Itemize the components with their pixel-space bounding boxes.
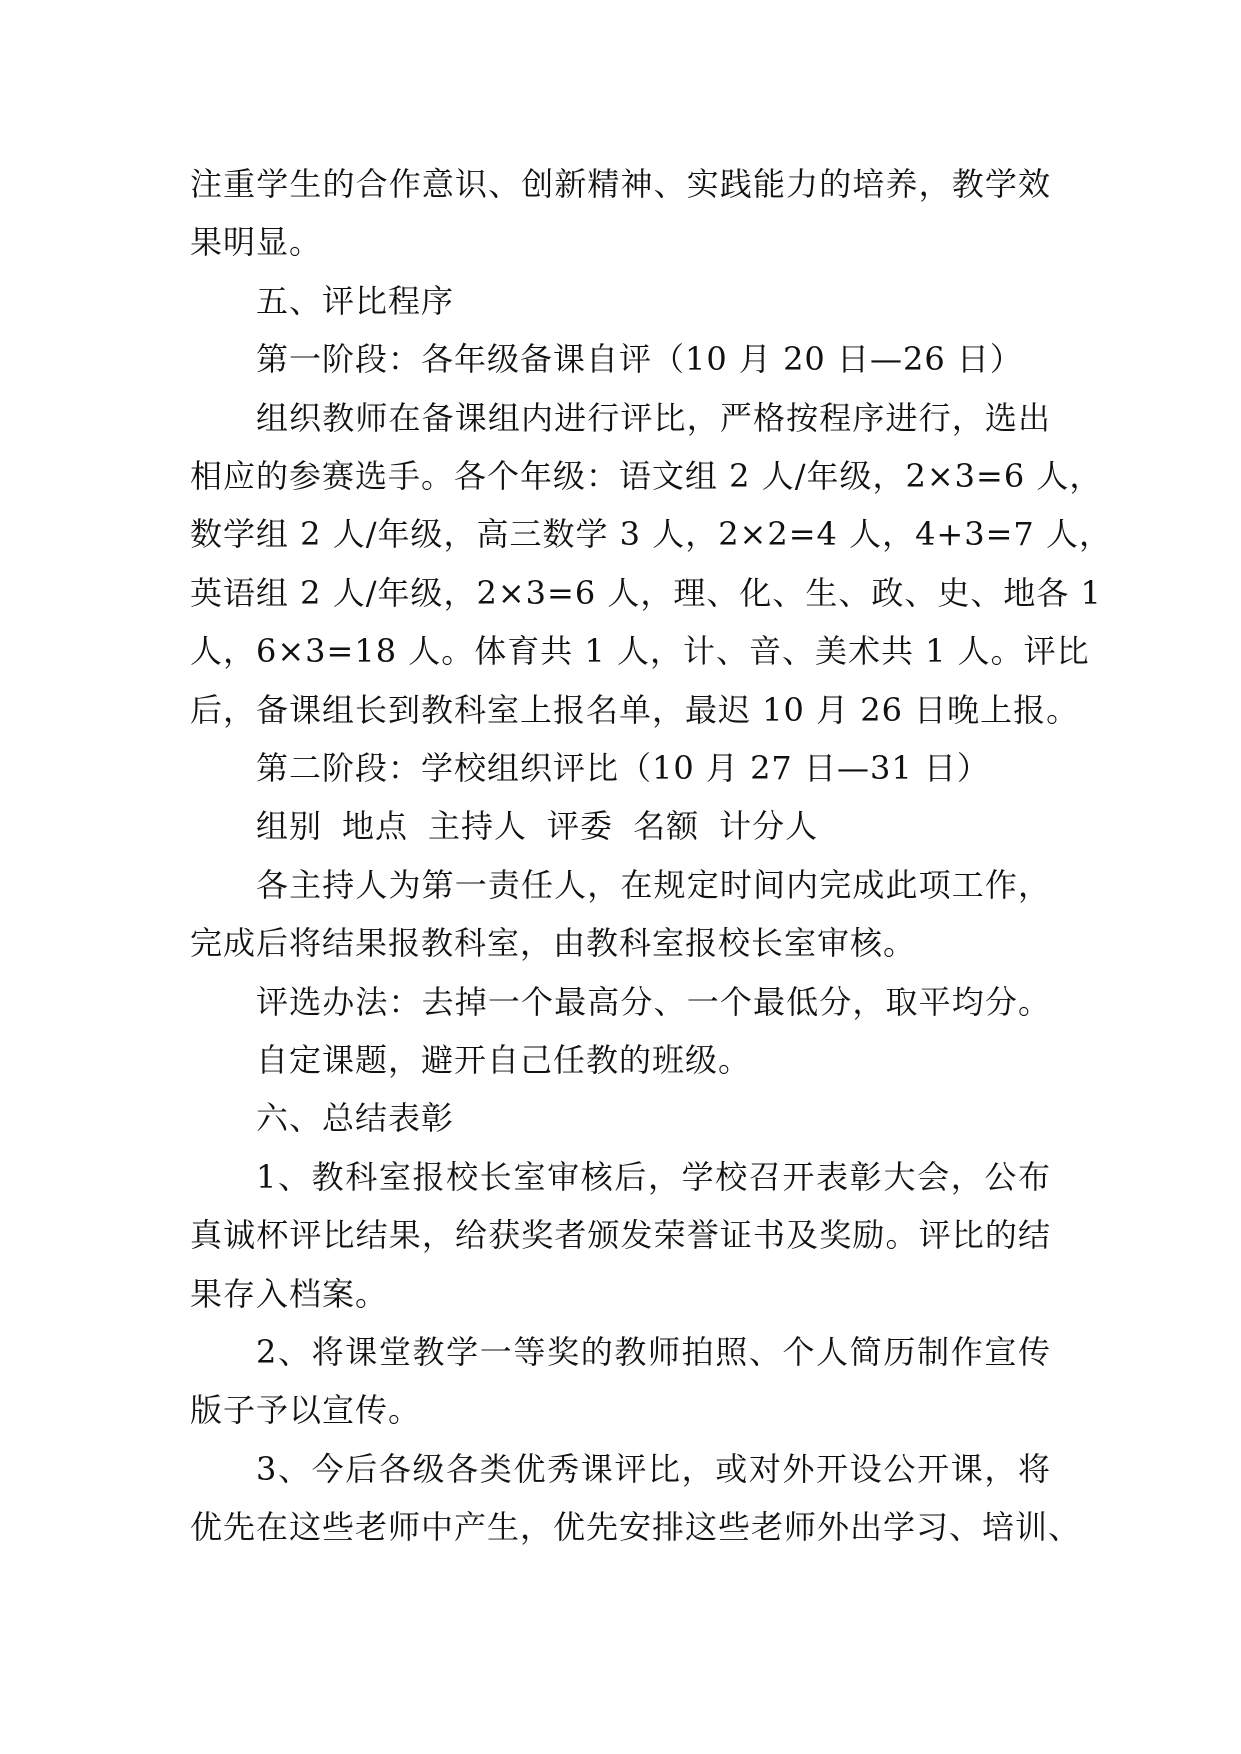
table-column-label: 计分人 [719,807,819,845]
paragraph-line: 数学组 2 人/年级，高三数学 3 人，2×2=4 人，4+3=7 人， [190,515,1112,553]
paragraph-line: 评选办法：去掉一个最高分、一个最低分，取平均分。 [256,983,1051,1021]
paragraph-line: 2、将课堂教学一等奖的教师拍照、个人简历制作宣传 [256,1333,1051,1371]
paragraph-line: 人，6×3=18 人。体育共 1 人，计、音、美术共 1 人。评比 [190,632,1090,670]
paragraph-line: 完成后将结果报教科室，由教科室报校长室审核。 [190,924,917,962]
table-column-label: 组别 [256,807,323,845]
paragraph-line: 真诚杯评比结果，给获奖者颁发荣誉证书及奖励。评比的结 [190,1216,1051,1254]
stage-title: 第二阶段：学校组织评比（10 月 27 日—31 日） [256,749,990,787]
paragraph-line: 相应的参赛选手。各个年级：语文组 2 人/年级，2×3=6 人， [190,457,1103,495]
section-heading: 六、总结表彰 [256,1099,455,1137]
paragraph-line: 果明显。 [190,223,323,261]
paragraph-line: 英语组 2 人/年级，2×3=6 人，理、化、生、政、史、地各 1 [190,574,1102,612]
paragraph-line: 优先在这些老师中产生，优先安排这些老师外出学习、培训、 [190,1508,1082,1546]
paragraph-line: 版子予以宣传。 [190,1391,422,1429]
paragraph-line: 注重学生的合作意识、创新精神、实践能力的培养，教学效 [190,165,1051,203]
paragraph-line: 果存入档案。 [190,1275,389,1313]
paragraph-line: 后，备课组长到教科室上报名单，最迟 10 月 26 日晚上报。 [190,691,1080,729]
table-column-label: 地点 [342,807,409,845]
table-header-row [256,797,818,855]
table-column-label: 主持人 [428,807,528,845]
section-heading: 五、评比程序 [256,282,455,320]
paragraph-line: 自定课题，避开自己任教的班级。 [256,1041,752,1079]
paragraph-line: 1、教科室报校长室审核后，学校召开表彰大会，公布 [256,1158,1051,1196]
stage-title: 第一阶段：各年级备课自评（10 月 20 日—26 日） [256,340,1023,378]
paragraph-line: 3、今后各级各类优秀课评比，或对外开设公开课，将 [256,1450,1051,1488]
paragraph-line: 各主持人为第一责任人，在规定时间内完成此项工作， [256,866,1051,904]
table-column-label: 评委 [547,807,614,845]
paragraph-line: 组织教师在备课组内进行评比，严格按程序进行，选出 [256,399,1051,437]
table-column-label: 名额 [633,807,700,845]
